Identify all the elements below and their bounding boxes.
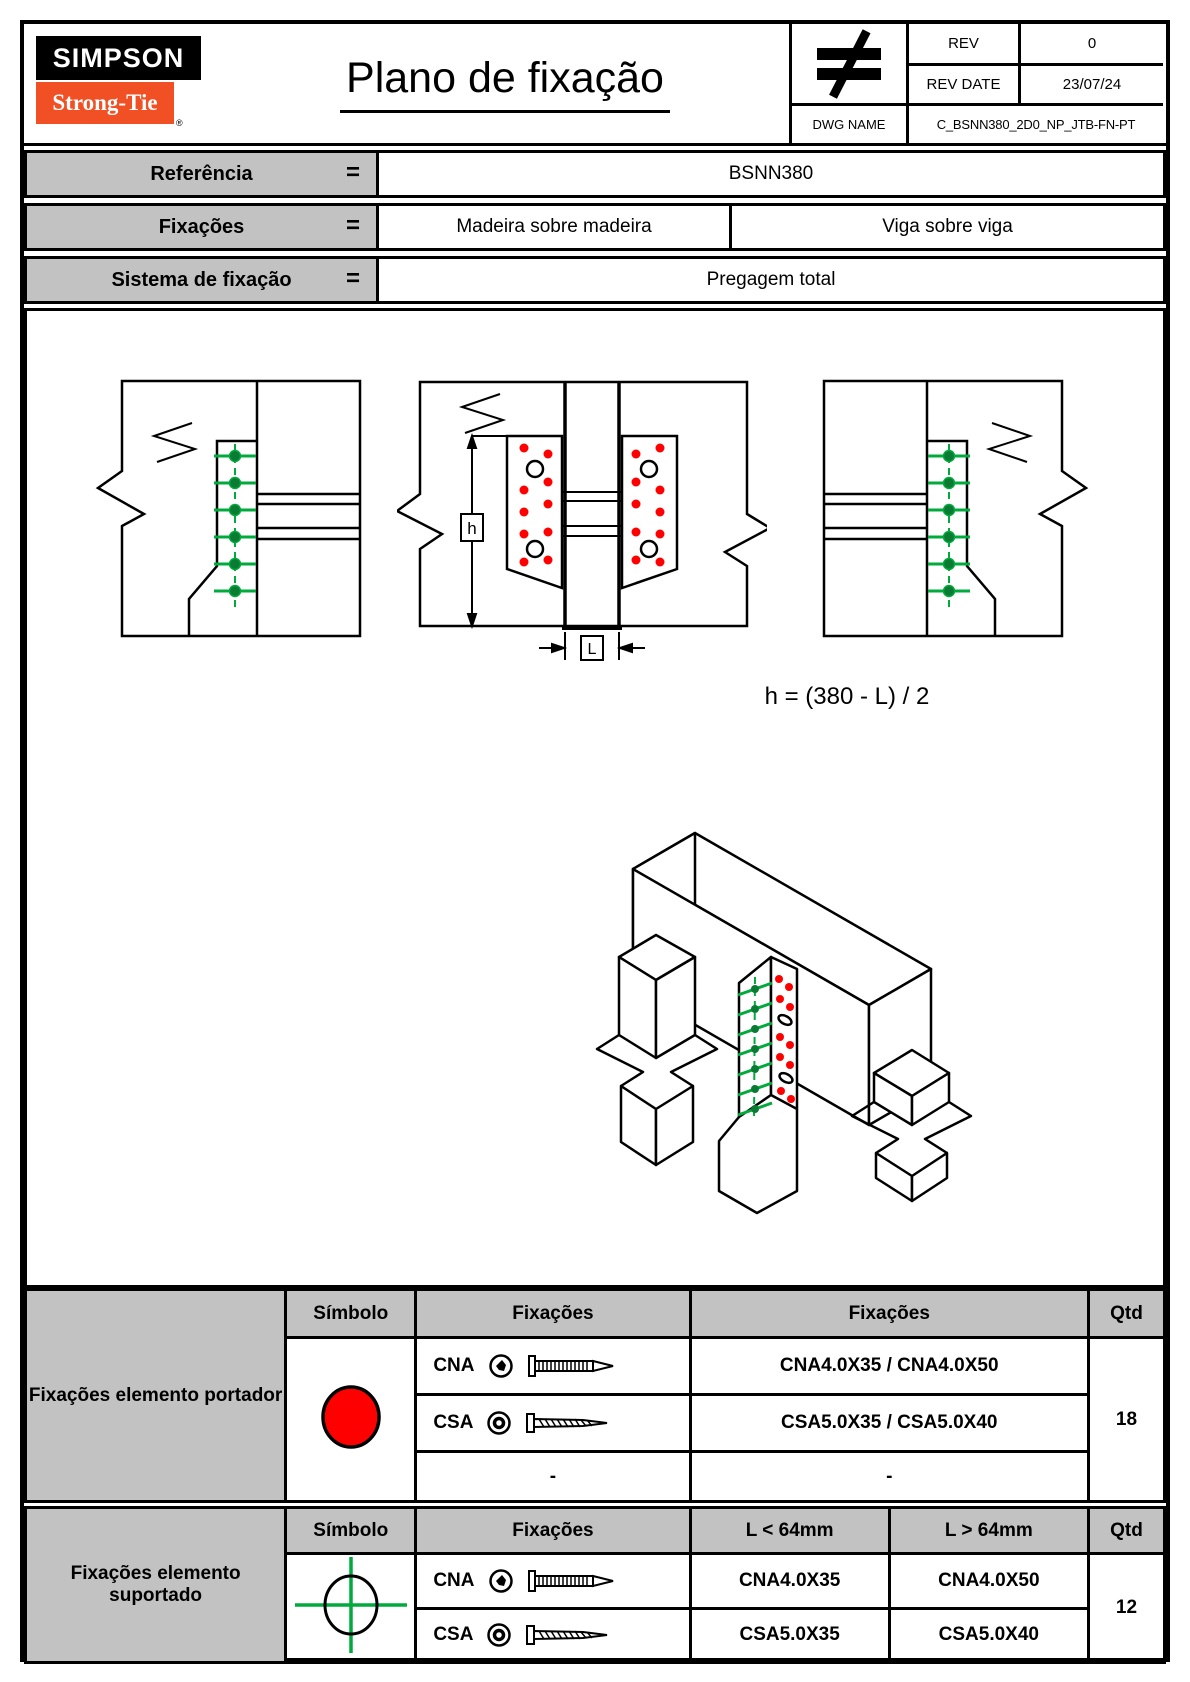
logo-simpson: SIMPSON — [36, 36, 201, 80]
fixing-refs: - — [690, 1452, 1088, 1502]
info-row-sistema — [24, 256, 1166, 304]
fixacoes-label: Fixações — [158, 215, 245, 238]
hanger-plates — [507, 436, 677, 588]
carrier-symbol — [286, 1338, 416, 1502]
fixing-code: CNA — [433, 1355, 475, 1376]
col-fixacoes-refs: Fixações — [690, 1290, 1088, 1338]
fixing-ref-long: CNA4.0X50 — [889, 1554, 1088, 1609]
red-dot-symbol-icon — [316, 1382, 386, 1452]
screw-icon — [525, 1410, 617, 1436]
break-mark-icon — [154, 423, 195, 462]
supported-fasteners-column — [214, 444, 256, 608]
fixing-ref-short: CSA5.0X35 — [690, 1608, 889, 1663]
drawing-panel — [24, 308, 1166, 1288]
col-fixacoes: Fixações — [416, 1508, 690, 1554]
front-view — [397, 364, 767, 664]
col-l-lt-64: L < 64mm — [690, 1508, 889, 1554]
fixing-refs: CNA4.0X35 / CNA4.0X50 — [690, 1338, 1088, 1395]
dimension-h — [461, 436, 509, 626]
col-simbolo: Símbolo — [286, 1290, 416, 1338]
dwg-name-label: DWG NAME — [792, 103, 906, 143]
page-title: Plano de fixação — [340, 54, 670, 113]
referencia-label: Referência — [150, 162, 253, 185]
rev-date-label: REV DATE — [906, 63, 1018, 103]
ring-nail-icon — [527, 1353, 619, 1379]
supported-fixings-table — [24, 1506, 1166, 1664]
rev-value: 0 — [1018, 24, 1163, 63]
green-crosshair-symbol-icon — [289, 1555, 413, 1655]
equals-sign: = — [345, 159, 360, 187]
col-qtd: Qtd — [1088, 1290, 1164, 1338]
equals-sign: = — [345, 265, 360, 293]
referencia-value: BSNN380 — [728, 163, 814, 184]
dimension-l — [539, 632, 645, 660]
height-formula: h = (380 - L) / 2 — [764, 683, 930, 710]
revision-block — [789, 24, 1166, 143]
side-view-left — [92, 366, 392, 646]
info-row-fixacoes — [24, 203, 1166, 251]
screw-icon — [525, 1622, 617, 1648]
not-equal-icon — [792, 24, 906, 103]
sistema-value: Pregagem total — [706, 269, 836, 290]
fixing-code: CSA — [433, 1412, 474, 1433]
fixing-code: CNA — [433, 1569, 475, 1591]
page-title-wrap — [224, 24, 786, 143]
fixacoes-value-1: Madeira sobre madeira — [379, 206, 732, 248]
title-block — [24, 24, 1166, 146]
carrier-fixings-table — [24, 1288, 1166, 1503]
fixing-code: CSA — [433, 1624, 474, 1646]
fixacoes-value-2: Viga sobre viga — [882, 216, 1013, 237]
carrier-row-label: Fixações elemento portador — [26, 1290, 286, 1502]
isometric-view — [567, 773, 987, 1223]
registered-mark: ® — [176, 118, 183, 128]
rev-label: REV — [906, 24, 1018, 63]
fixing-code: - — [416, 1452, 690, 1502]
csa-head-icon — [486, 1410, 512, 1436]
simpson-strongtie-logo — [36, 34, 216, 134]
dim-l-label: L — [587, 641, 597, 658]
ring-nail-icon — [527, 1568, 619, 1594]
logo-strongtie: Strong-Tie — [36, 82, 174, 124]
break-mark-icon — [462, 394, 503, 433]
cna-head-icon — [488, 1568, 514, 1594]
fixing-ref-short: CNA4.0X35 — [690, 1554, 889, 1609]
cna-head-icon — [488, 1353, 514, 1379]
col-qtd: Qtd — [1088, 1508, 1164, 1554]
col-simbolo: Símbolo — [286, 1508, 416, 1554]
col-fixacoes: Fixações — [416, 1290, 690, 1338]
dwg-name-value: C_BSNN380_2D0_NP_JTB-FN-PT — [906, 103, 1163, 143]
supported-row-label: Fixações elemento suportado — [26, 1508, 286, 1663]
fixing-refs: CSA5.0X35 / CSA5.0X40 — [690, 1395, 1088, 1452]
sistema-label: Sistema de fixação — [111, 268, 292, 291]
fixing-ref-long: CSA5.0X40 — [889, 1608, 1088, 1663]
equals-sign: = — [345, 212, 360, 240]
break-mark-icon — [989, 423, 1030, 462]
carrier-qty: 18 — [1088, 1338, 1164, 1502]
supported-qty: 12 — [1088, 1554, 1164, 1663]
supported-symbol — [286, 1554, 416, 1663]
csa-head-icon — [486, 1622, 512, 1648]
col-l-gt-64: L > 64mm — [889, 1508, 1088, 1554]
side-view-right — [792, 366, 1092, 646]
dim-h-label: h — [467, 519, 477, 538]
info-row-referencia — [24, 150, 1166, 198]
rev-date-value: 23/07/24 — [1018, 63, 1163, 103]
